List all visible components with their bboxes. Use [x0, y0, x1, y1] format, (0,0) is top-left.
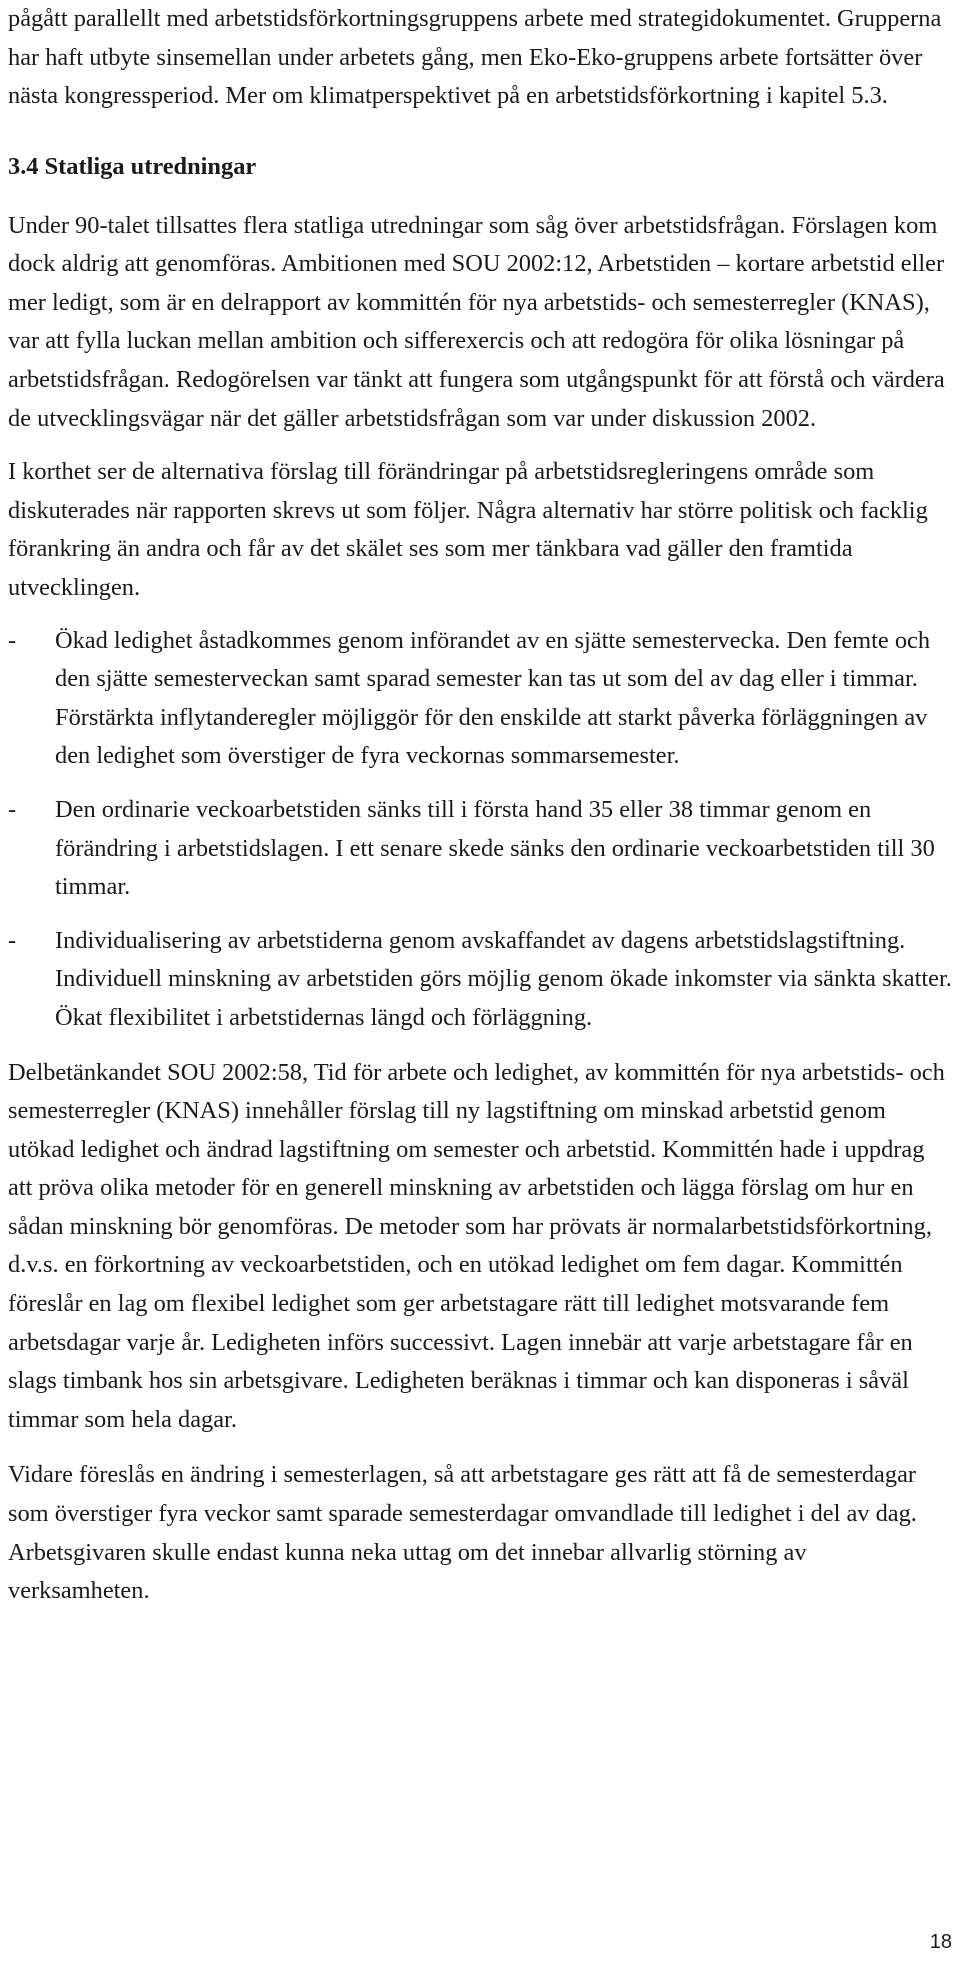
page-number: 18	[929, 1931, 952, 1953]
list-item	[8, 791, 953, 907]
page-body	[8, 0, 953, 1611]
list-item-text: Individualisering av arbetstiderna genom avskaffandet av dagens arbetstidslagstiftning. Individuell minskning av arbetstiden görs möjlig genom ökade inkomster via sänkta skatter. Ökat flexibilitet i arbetstidernas längd och förläggning.	[55, 926, 952, 1031]
intro-paragraph: pågått parallellt med arbetstidsförkortningsgruppens arbete med strategidokumentet. Grupperna har haft utbyte sinsemellan under arbetets gång, men Eko-Eko-gruppens arbete fortsätter över nästa kongressperiod. Mer om klimatperspektivet på en arbetstidsförkortning i kapitel 5.3.	[8, 5, 942, 110]
section-heading: 3.4 Statliga utredningar	[8, 152, 257, 180]
proposal-list	[8, 622, 953, 1038]
paragraph-delbetankandet: Delbetänkandet SOU 2002:58, Tid för arbete och ledighet, av kommittén för nya arbetstids- och semesterregler (KNAS) innehåller förslag till ny lagstiftning om minskad arbetstid genom utökad ledighet och ändrad lagstiftning om semester och arbetstid. Kommittén hade i uppdrag att pröva olika metoder för en generell minskning av arbetstiden och lägga förslag om hur en sådan minskning bör genomföras. De metoder som har prövats är normalarbetstidsförkortning, d.v.s. en förkortning av veckoarbetstiden, och en utökad ledighet om fem dagar. Kommittén föreslår en lag om flexibel ledighet som ger arbetstagare rätt till ledighet motsvarande fem arbetsdagar varje år. Ledigheten införs successivt. Lagen innebär att varje arbetstagare får en slags timbank hos sin arbetsgivare. Ledigheten beräknas i timmar och kan disponeras i såväl timmar som hela dagar.	[8, 1058, 945, 1433]
list-item	[8, 922, 953, 1038]
bullet-marker: -	[8, 926, 17, 954]
list-item	[8, 622, 953, 776]
paragraph-semesterlagen: Vidare föreslås en ändring i semesterlagen, så att arbetstagare ges rätt att få de semesterdagar som överstiger fyra veckor samt sparade semesterdagar omvandlade till ledighet i del av dag. Arbetsgivaren skulle endast kunna neka uttag om det innebar allvarlig störning av verksamheten.	[8, 1461, 917, 1605]
bullet-marker: -	[8, 626, 17, 654]
paragraph-alternativa-forslag: I korthet ser de alternativa förslag till förändringar på arbetstidsregleringens område som diskuterades när rapporten skrevs ut som följer. Några alternativ har större politisk och facklig förankring än andra och får av det skälet ses som mer tänkbara vad gäller den framtida utvecklingen.	[8, 458, 928, 601]
list-item-text: Den ordinarie veckoarbetstiden sänks till i första hand 35 eller 38 timmar genom en förändring i arbetstidslagen. I ett senare skede sänks den ordinarie veckoarbetstiden till 30 timmar.	[55, 795, 935, 901]
list-item-text: Ökad ledighet åstadkommes genom införandet av en sjätte semestervecka. Den femte och den sjätte semesterveckan samt sparad semester kan tas ut som del av dag eller i timmar. Förstärkta inflytanderegler möjliggör för den enskilde att starkt påverka förläggningen av den ledighet som överstiger de fyra veckornas sommarsemester.	[55, 626, 931, 770]
bullet-marker: -	[8, 795, 17, 823]
paragraph-statliga-utredningar: Under 90-talet tillsattes flera statliga utredningar som såg över arbetstidsfrågan. Förslagen kom dock aldrig att genomföras. Ambitionen med SOU 2002:12, Arbetstiden – kortare arbetstid eller mer ledigt, som är en delrapport av kommittén för nya arbetstids- och semesterregler (KNAS), var att fylla luckan mellan ambition och sifferexercis och att redogöra för olika lösningar på arbetstidsfrågan. Redogörelsen var tänkt att fungera som utgångspunkt för att förstå och värdera de utvecklingsvägar när det gäller arbetstidsfrågan som var under diskussion 2002.	[8, 211, 945, 432]
